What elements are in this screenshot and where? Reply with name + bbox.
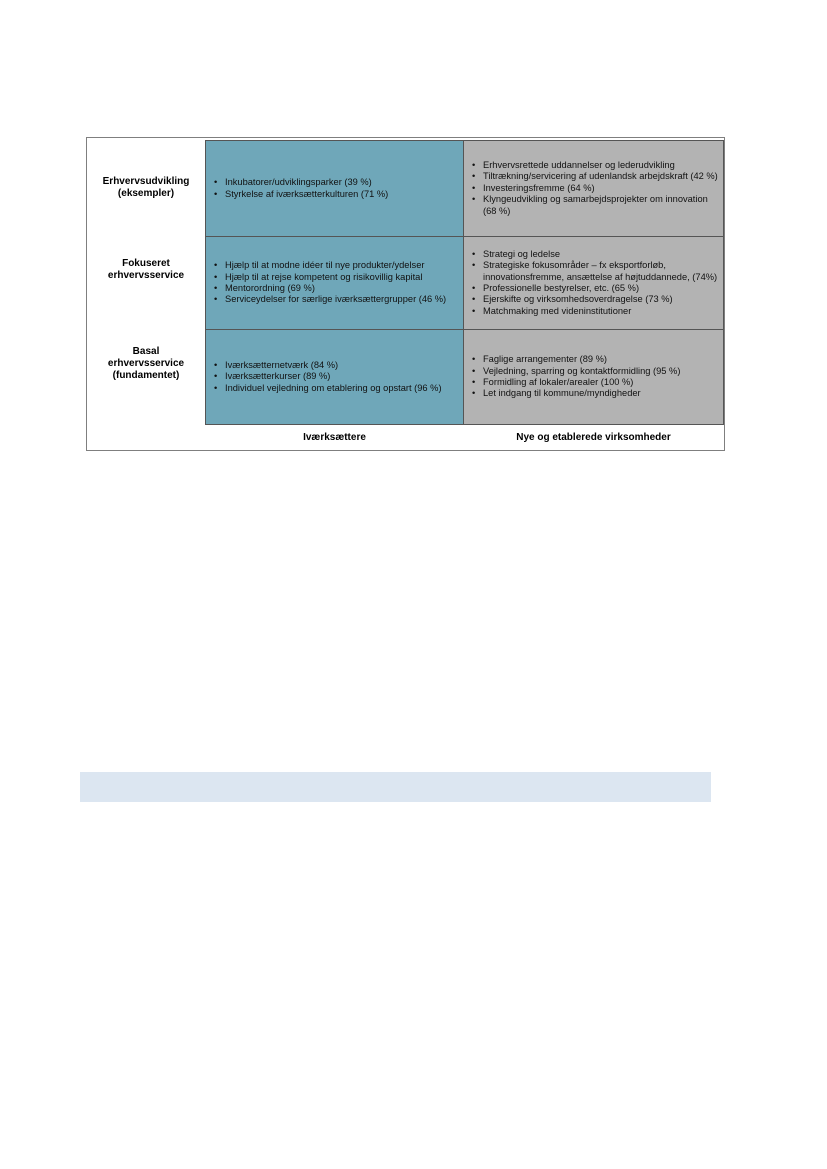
row-label-line: erhvervsservice bbox=[107, 270, 185, 281]
column-label-ivaerksaettere: Iværksættere bbox=[303, 432, 366, 443]
bullet-list bbox=[472, 354, 719, 400]
bullet-list bbox=[472, 160, 719, 217]
bullet-list bbox=[214, 177, 459, 200]
business-service-matrix bbox=[86, 137, 725, 451]
bullet-item: • Hjælp til at rejse kompetent og risikovillig kapital bbox=[214, 272, 459, 283]
bullet-item: • Investeringsfremme (64 %) bbox=[472, 183, 719, 194]
bullet-item: • Faglige arrangementer (89 %) bbox=[472, 354, 719, 365]
cell-fokuseret-ivaerksaettere bbox=[205, 236, 464, 330]
row-label-line: erhvervsservice bbox=[107, 358, 185, 369]
row-label-line: (fundamentet) bbox=[112, 370, 180, 381]
bullet-list bbox=[214, 360, 459, 394]
bullet-item: • Let indgang til kommune/myndigheder bbox=[472, 388, 719, 399]
row-label-line: Erhvervsudvikling bbox=[102, 176, 190, 187]
row-label-basal bbox=[87, 346, 205, 382]
cell-erhvervsudvikling-ivaerksaettere bbox=[205, 140, 464, 237]
bullet-item: • Strategiske fokusområder – fx eksportforløb, innovationsfremme, ansættelse af højtuddannede, (74%) bbox=[472, 260, 719, 283]
bullet-item: • Inkubatorer/udviklingsparker (39 %) bbox=[214, 177, 459, 188]
bullet-item: • Erhvervsrettede uddannelser og lederudvikling bbox=[472, 160, 719, 171]
bullet-list bbox=[472, 249, 719, 317]
bullet-item: • Ejerskifte og virksomhedsoverdragelse (73 %) bbox=[472, 294, 719, 305]
cell-fokuseret-virksomheder bbox=[463, 236, 724, 330]
bullet-item: • Professionelle bestyrelser, etc. (65 %) bbox=[472, 283, 719, 294]
bullet-item: • Formidling af lokaler/arealer (100 %) bbox=[472, 377, 719, 388]
bullet-item: • Styrkelse af iværksætterkulturen (71 %) bbox=[214, 189, 459, 200]
row-label-fokuseret bbox=[87, 258, 205, 282]
bullet-item: • Vejledning, sparring og kontaktformidling (95 %) bbox=[472, 366, 719, 377]
row-label-line: (eksempler) bbox=[117, 188, 175, 199]
bullet-list bbox=[214, 260, 459, 306]
bullet-item: • Iværksætterkurser (89 %) bbox=[214, 371, 459, 382]
row-label-line: Fokuseret bbox=[122, 258, 170, 269]
bullet-item: • Tiltrækning/servicering af udenlandsk arbejdskraft (42 %) bbox=[472, 171, 719, 182]
bullet-item: • Iværksætternetværk (84 %) bbox=[214, 360, 459, 371]
bullet-item: • Strategi og ledelse bbox=[472, 249, 719, 260]
cell-basal-ivaerksaettere bbox=[205, 329, 464, 425]
row-label-erhvervsudvikling bbox=[87, 176, 205, 200]
bullet-item: • Hjælp til at modne idéer til nye produkter/ydelser bbox=[214, 260, 459, 271]
bullet-item: • Serviceydelser for særlige iværksættergrupper (46 %) bbox=[214, 294, 459, 305]
bullet-item: • Klyngeudvikling og samarbejdsprojekter om innovation (68 %) bbox=[472, 194, 719, 217]
bullet-item: • Individuel vejledning om etablering og opstart (96 %) bbox=[214, 383, 459, 394]
shaded-heading-band bbox=[80, 772, 711, 802]
bullet-item: • Mentorordning (69 %) bbox=[214, 283, 459, 294]
column-label-virksomheder: Nye og etablerede virksomheder bbox=[516, 432, 671, 443]
cell-basal-virksomheder bbox=[463, 329, 724, 425]
row-label-line: Basal bbox=[132, 346, 160, 357]
bullet-item: • Matchmaking med videninstitutioner bbox=[472, 306, 719, 317]
cell-erhvervsudvikling-virksomheder bbox=[463, 140, 724, 237]
